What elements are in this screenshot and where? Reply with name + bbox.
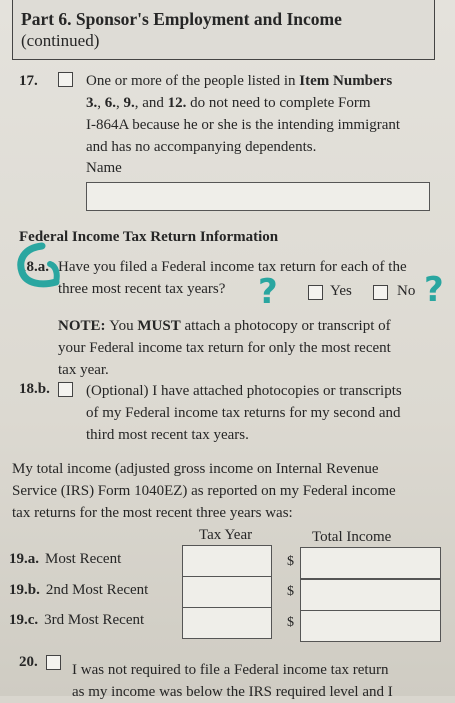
item-20-text bbox=[72, 659, 442, 703]
item-18a-line-1: Have you filed a Federal income tax return for each of the bbox=[58, 259, 407, 275]
part-subtitle: (continued) bbox=[21, 31, 100, 50]
tax-year-field-19b[interactable] bbox=[182, 576, 272, 608]
yes-label: Yes bbox=[330, 283, 352, 299]
part-header bbox=[12, 0, 435, 60]
tax-year-field-19a[interactable] bbox=[182, 545, 272, 577]
note-line-2: your Federal income tax return for only the most recent bbox=[58, 340, 391, 356]
item-17-text bbox=[86, 70, 436, 158]
item-19c-label: 3rd Most Recent bbox=[44, 612, 145, 628]
name-label: Name bbox=[86, 160, 122, 176]
item-17-line-2: 3., 6., 9., and 12. do not need to complete Form bbox=[86, 95, 371, 111]
item-19a-label: Most Recent bbox=[45, 551, 122, 567]
item-17-line-3: I-864A because he or she is the intending immigrant bbox=[86, 117, 401, 133]
item-18a-line-2: three most recent tax years? bbox=[58, 281, 226, 297]
income-intro-line-1: My total income (adjusted gross income on Internal Revenue bbox=[12, 461, 379, 477]
name-field[interactable] bbox=[86, 182, 430, 211]
total-income-field-19c[interactable] bbox=[300, 610, 441, 642]
federal-tax-heading: Federal Income Tax Return Information bbox=[19, 229, 279, 245]
yes-checkbox[interactable] bbox=[308, 285, 323, 300]
tax-year-field-19c[interactable] bbox=[182, 607, 272, 639]
item-18b-checkbox[interactable] bbox=[58, 382, 73, 397]
handwritten-question-mark-2: ? bbox=[424, 270, 444, 310]
income-intro-line-3: tax returns for the most recent three years was: bbox=[12, 505, 293, 521]
no-checkbox[interactable] bbox=[373, 285, 388, 300]
item-20-checkbox[interactable] bbox=[46, 655, 61, 670]
item-19a-number: 19.a. Most Recent bbox=[9, 551, 122, 567]
handwritten-question-mark-1: ? bbox=[258, 272, 278, 312]
item-19b-number: 19.b. 2nd Most Recent bbox=[9, 582, 149, 598]
no-label: No bbox=[397, 283, 416, 299]
item-17-line-1: One or more of the people listed in Item Numbers bbox=[86, 73, 393, 89]
item-20-number: 20. bbox=[19, 654, 38, 670]
part-title: Part 6. Sponsor's Employment and Income bbox=[21, 9, 342, 29]
tax-year-column-header: Tax Year bbox=[199, 527, 253, 543]
item-18b-line-3: third most recent tax years. bbox=[86, 427, 249, 443]
total-income-field-19b[interactable] bbox=[300, 579, 441, 611]
note-text bbox=[58, 315, 428, 381]
income-intro bbox=[12, 458, 442, 524]
note-line-3: tax year. bbox=[58, 362, 109, 378]
item-17-number: 17. bbox=[19, 73, 38, 89]
item-17-line-4: and has no accompanying dependents. bbox=[86, 139, 317, 155]
total-income-field-19a[interactable] bbox=[300, 547, 441, 579]
note-line-1: NOTE: You MUST attach a photocopy or transcript of bbox=[58, 318, 391, 334]
currency-symbol-19b: $ bbox=[287, 584, 294, 599]
item-18b-line-2: of my Federal income tax returns for my second and bbox=[86, 405, 401, 421]
currency-symbol-19c: $ bbox=[287, 615, 294, 630]
currency-symbol-19a: $ bbox=[287, 554, 294, 569]
item-17-checkbox[interactable] bbox=[58, 72, 73, 87]
item-18a-number: 18.a. bbox=[19, 259, 49, 275]
item-20-line-2: as my income was below the IRS required level and I bbox=[72, 684, 393, 700]
item-19b-label: 2nd Most Recent bbox=[45, 582, 149, 598]
item-18b-number: 18.b. bbox=[19, 381, 50, 397]
total-income-column-header: Total Income bbox=[312, 529, 392, 545]
item-18b-line-1: (Optional) I have attached photocopies or transcripts bbox=[86, 383, 402, 399]
item-19c-number: 19.c. 3rd Most Recent bbox=[9, 612, 145, 628]
handwritten-circle-mark bbox=[12, 240, 62, 292]
income-intro-line-2: Service (IRS) Form 1040EZ) as reported on my Federal income bbox=[12, 483, 396, 499]
item-20-line-1: I was not required to file a Federal income tax return bbox=[72, 662, 389, 678]
item-18b-text bbox=[86, 380, 436, 446]
